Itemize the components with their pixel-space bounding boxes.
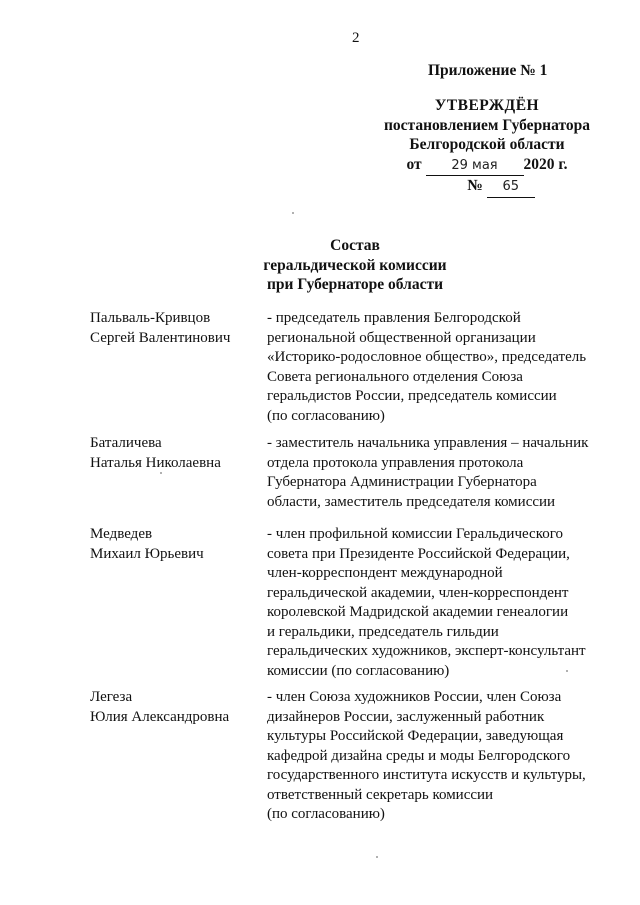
member-given-name: Наталья Николаевна [90, 454, 221, 471]
description-line: ответственный секретарь комиссии [267, 786, 494, 803]
description-line: культуры Российской Федерации, заведующая [267, 728, 564, 744]
date-prefix: от [406, 155, 422, 173]
description-line: - член профильной комиссии Геральдического [267, 526, 563, 542]
title-line-2: геральдической комиссии [263, 256, 447, 274]
description-line: дизайнеров России, заслуженный работник [267, 708, 545, 725]
description-line: комиссии (по согласованию) [267, 662, 450, 679]
member-name [90, 434, 221, 473]
approved-heading: УТВЕРЖДЁН [434, 97, 540, 114]
member-surname: Легеза [90, 689, 133, 705]
number-handwritten: 65 [487, 177, 535, 198]
title-line-3: при Губернаторе области [266, 276, 444, 293]
description-line: «Историко-родословное общество», председатель [267, 349, 587, 365]
approval-date [372, 155, 602, 177]
approval-block [372, 96, 602, 198]
description-line: Губернатора Администрации Губернатора [267, 474, 537, 490]
description-line: (по согласованию) [267, 407, 385, 424]
title-line-1: Состав [330, 237, 380, 254]
description-line: геральдистов России, председатель комиссии [267, 388, 557, 404]
member-surname: Медведев [90, 526, 153, 542]
description-line: - председатель правления Белгородской [267, 310, 521, 326]
member-given-name: Сергей Валентинович [90, 329, 231, 346]
description-line: области, заместитель председателя комиссии [267, 493, 556, 510]
description-line: - заместитель начальника управления – начальник [267, 435, 589, 451]
member-description [267, 688, 603, 825]
scan-speck [566, 670, 568, 672]
member-surname: Баталичева [90, 435, 162, 451]
description-line: и геральдики, председатель гильдии [267, 623, 499, 640]
page-number: 2 [352, 30, 360, 46]
scan-speck [292, 212, 294, 214]
description-line: геральдической академии, член-корреспондент [267, 584, 569, 601]
description-line: государственного института искусств и культуры, [267, 767, 586, 783]
description-line: совета при Президенте Российской Федерации, [267, 545, 570, 562]
scan-speck [376, 856, 378, 858]
number-prefix: № [467, 177, 483, 194]
member-description [267, 525, 603, 681]
description-line: член-корреспондент международной [267, 565, 503, 581]
date-day-handwritten: 29 мая [426, 156, 524, 177]
description-line: отдела протокола управления протокола [267, 454, 524, 471]
description-line: региональной общественной организации [267, 329, 536, 346]
member-description [267, 309, 603, 426]
member-given-name: Михаил Юрьевич [90, 545, 204, 562]
member-given-name: Юлия Александровна [90, 708, 230, 725]
scan-speck [160, 472, 162, 474]
approved-by: постановлением Губернатора [384, 116, 590, 134]
member-name [90, 525, 204, 564]
appendix-label: Приложение № 1 [428, 62, 548, 79]
approved-region: Белгородской области [409, 136, 565, 153]
approval-number [400, 176, 602, 198]
member-description [267, 434, 603, 512]
description-line: кафедрой дизайна среды и моды Белгородского [267, 747, 571, 764]
description-line: королевской Мадридской академии генеалогии [267, 604, 569, 620]
member-name [90, 688, 229, 727]
document-title [240, 236, 470, 295]
member-name [90, 309, 230, 348]
description-line: - член Союза художников России, член Союза [267, 689, 562, 705]
description-line: (по согласованию) [267, 806, 385, 822]
description-line: Совета регионального отделения Союза [267, 368, 523, 385]
description-line: геральдических художников, эксперт-консультант [267, 643, 586, 659]
member-surname: Пальваль-Кривцов [90, 310, 211, 326]
date-year: 2020 г. [523, 155, 568, 173]
